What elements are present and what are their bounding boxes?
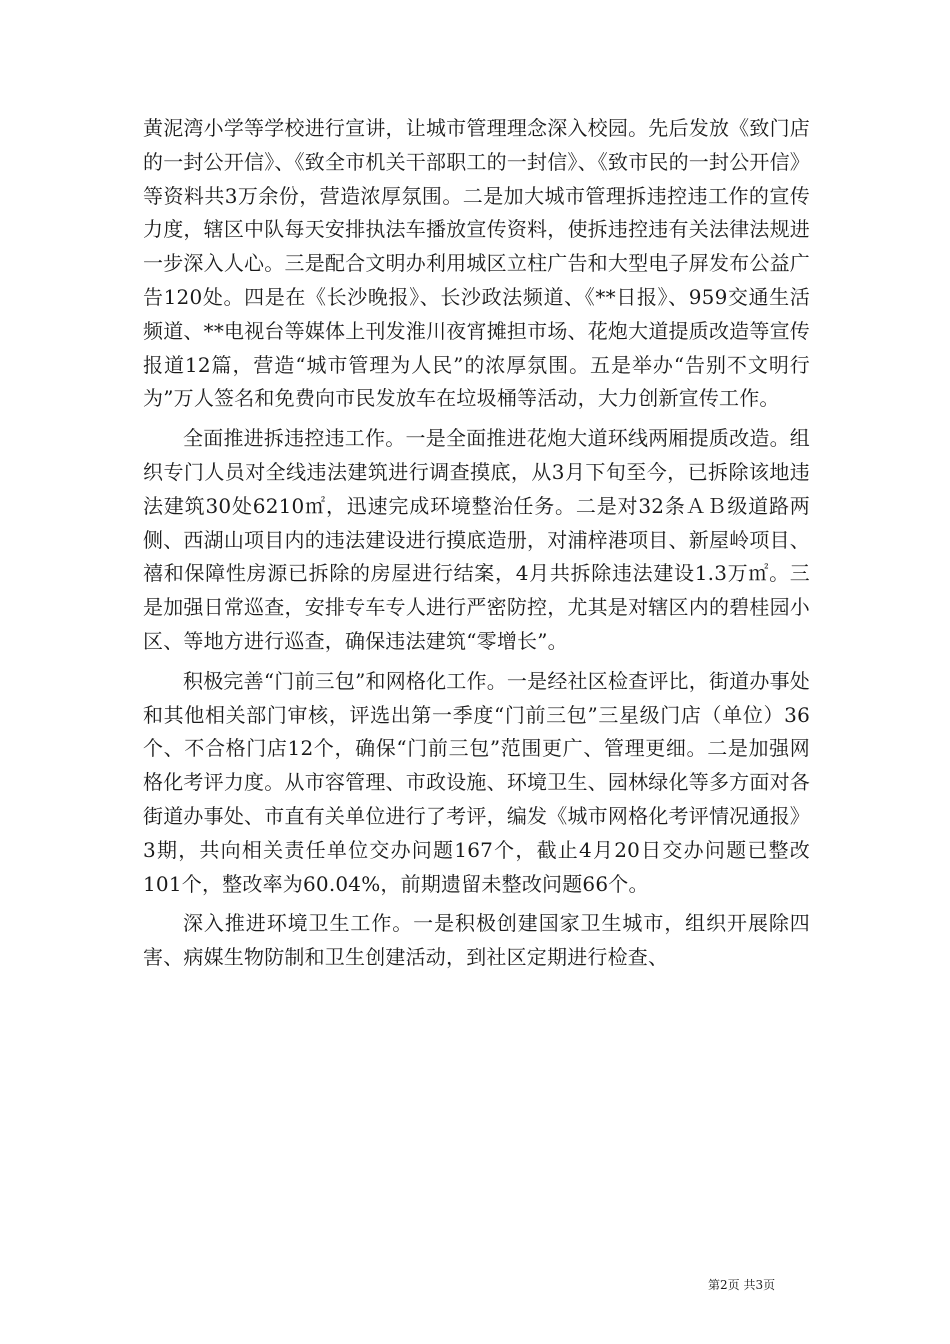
page-number-footer: 第2页 共3页 bbox=[708, 1278, 776, 1292]
paragraph-continued-publicity: 黄泥湾小学等学校进行宣讲，让城市管理理念深入校园。先后发放《致门店的一封公开信》、《致全市机关干部职工的一封信》、《致市民的一封公开信》等资料共3万余份，营造浓厚氛围。二是加大城市管理拆违控违工作的宣传力度，辖区中队每天安排执法车播放宣传资料，使拆违控违有关法律法规进一步深入人心。三是配合文明办利用城区立柱广告和大型电子屏发布公益广告120处。四是在《长沙晚报》、长沙政法频道、《**日报》、959交通生活频道、**电视台等媒体上刊发淮川夜宵摊担市场、花炮大道提质改造等宣传报道12篇，营造“城市管理为人民”的浓厚氛围。五是举办“告别不文明行为”万人签名和免费向市民发放车在垃圾桶等活动，大力创新宣传工作。 bbox=[143, 116, 810, 411]
paragraph-sanitation: 深入推进环境卫生工作。一是积极创建国家卫生城市，组织开展除四害、病媒生物防制和卫生创建活动，到社区定期进行检查、 bbox=[143, 911, 810, 970]
paragraph-frontage-grid: 积极完善“门前三包”和网格化工作。一是经社区检查评比，街道办事处和其他相关部门审核，评选出第一季度“门前三包”三星级门店（单位）36个、不合格门店12个，确保“门前三包”范围更广、管理更细。二是加强网格化考评力度。从市容管理、市政设施、环境卫生、园林绿化等多方面对各街道办事处、市直有关单位进行了考评，编发《城市网格化考评情况通报》3期，共向相关责任单位交办问题167个，截止4月20日交办问题已整改101个，整改率为60.04%，前期遗留未整改问题66个。 bbox=[143, 668, 810, 896]
document-body bbox=[143, 112, 810, 975]
paragraph-demolition-control: 全面推进拆违控违工作。一是全面推进花炮大道环线两厢提质改造。组织专门人员对全线违法建筑进行调查摸底，从3月下旬至今，已拆除该地违法建筑30处6210㎡，迅速完成环境整治任务。二是对32条ＡＢ级道路两侧、西湖山项目内的违法建设进行摸底造册，对浦梓港项目、新屋岭项目、禧和保障性房源已拆除的房屋进行结案，4月共拆除违法建设1.3万㎡。三是加强日常巡查，安排专车专人进行严密防控，尤其是对辖区内的碧桂园小区、等地方进行巡查，确保违法建筑“零增长”。 bbox=[143, 426, 810, 653]
